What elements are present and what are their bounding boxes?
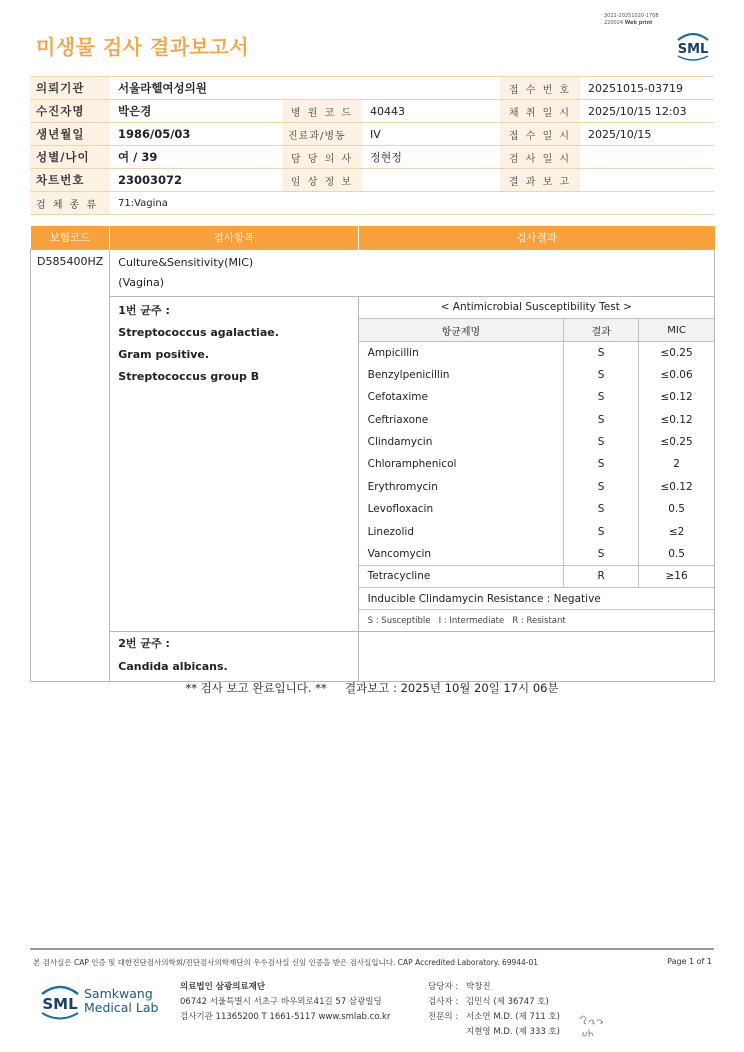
staff-name: 김민식 (제 36747 호) — [466, 997, 549, 1007]
code-line-1: 3022-20251020-1708 — [604, 13, 659, 19]
header-insurance-code: 보험코드 — [31, 226, 110, 249]
label-department: 진료과/병동 — [282, 123, 362, 146]
page-number: Page 1 of 1 — [667, 957, 712, 966]
signature-image — [576, 1011, 608, 1039]
label-receipt-datetime: 접 수 일 시 — [500, 123, 580, 146]
legend-row — [359, 610, 714, 631]
inducible-clindamycin-note: Inducible Clindamycin Resistance : Negative — [359, 588, 714, 610]
drug-mic: ≤0.12 — [660, 480, 693, 493]
label-requesting-institution: 의뢰기관 — [30, 77, 110, 100]
result-legend: S : Susceptible I : Intermediate R : Resistant — [367, 615, 566, 626]
brand-line-2: Medical Lab — [84, 1000, 159, 1015]
staff-row — [428, 980, 560, 995]
sex-age: 여 / 39 — [110, 146, 282, 169]
staff-role — [428, 1025, 466, 1040]
staff-role: 검사자 : — [428, 997, 459, 1007]
staff-row — [428, 1025, 560, 1040]
label-birth-date: 생년월일 — [30, 123, 110, 146]
drug-name: Ceftriaxone — [359, 408, 564, 430]
label-chart-number: 차트번호 — [30, 169, 110, 192]
test-row — [31, 249, 715, 296]
label-receipt-number: 접 수 번 호 — [500, 77, 580, 100]
label-patient-name: 수진자명 — [30, 100, 110, 123]
info-row — [30, 100, 714, 123]
receipt-number: 20251015-03719 — [580, 77, 714, 100]
organism1-gram: Gram positive. — [118, 347, 210, 361]
drug-mic: ≤0.12 — [660, 413, 693, 426]
label-physician: 담 당 의 사 — [282, 146, 362, 169]
hospital-code: 40443 — [362, 100, 500, 123]
patient-name: 박은경 — [110, 100, 282, 123]
label-specimen-type: 검 체 종 류 — [30, 192, 110, 215]
drug-result: S — [564, 364, 639, 386]
header-test-result: 검사결과 — [358, 226, 714, 249]
ast-row — [359, 386, 714, 408]
drug-name: Levofloxacin — [359, 498, 564, 520]
drug-mic: 2 — [673, 458, 680, 471]
drug-result: S — [564, 341, 639, 363]
ast-row — [359, 476, 714, 498]
report-completion: ** 검사 보고 완료입니다. ** 결과보고 : 2025년 10월 20일 17시 06분 — [185, 681, 559, 695]
ast-row — [359, 453, 714, 475]
drug-mic: ≤0.06 — [660, 368, 693, 381]
physician: 정현정 — [362, 146, 500, 169]
drug-result: S — [564, 431, 639, 453]
org-address: 06742 서울특별시 서초구 바우뫼로41길 57 삼광빌딩 — [180, 997, 382, 1007]
drug-result: S — [564, 498, 639, 520]
drug-mic: 0.5 — [639, 543, 714, 565]
inducible-row — [359, 588, 714, 610]
drug-result: S — [564, 408, 639, 430]
ast-row — [359, 565, 714, 587]
ast-row — [359, 341, 714, 363]
results-header-row — [31, 226, 715, 249]
patient-info-table — [30, 76, 714, 215]
test-datetime — [580, 146, 714, 169]
test-name-line2: (Vagina) — [118, 275, 165, 289]
organism1-row — [31, 296, 715, 631]
department: IV — [362, 123, 500, 146]
drug-result: S — [564, 476, 639, 498]
drug-name: Vancomycin — [359, 543, 564, 565]
ast-row — [359, 431, 714, 453]
drug-mic: ≤0.25 — [660, 346, 693, 359]
org-name: 의료법인 삼광의료재단 — [180, 982, 266, 992]
staff-role: 전문의 : — [428, 1012, 459, 1022]
drug-result: S — [564, 386, 639, 408]
footer-organization — [180, 980, 390, 1025]
drug-name: Ampicillin — [359, 341, 564, 363]
collection-datetime: 2025/10/15 12:03 — [580, 100, 714, 123]
drug-name: Benzylpenicillin — [359, 364, 564, 386]
drug-mic: ≤2 — [668, 525, 685, 538]
drug-name: Clindamycin — [359, 431, 564, 453]
document-code — [604, 13, 659, 27]
label-sex-age: 성별/나이 — [30, 146, 110, 169]
ast-row — [359, 364, 714, 386]
org-contact: 검사기관 11365200 T 1661-5117 www.smlab.co.kr — [180, 1012, 391, 1022]
clinical-info — [362, 169, 500, 192]
organism1-group: Streptococcus group B — [118, 369, 260, 383]
staff-name: 박창진 — [466, 982, 491, 992]
test-name-line1: Culture&Sensitivity(MIC) — [118, 255, 254, 269]
organism1-info — [110, 296, 358, 631]
label-test-datetime: 검 사 일 시 — [500, 146, 580, 169]
drug-mic: ≤0.12 — [660, 391, 693, 404]
organism1-name: Streptococcus agalactiae. — [118, 325, 279, 339]
birth-date: 1986/05/03 — [110, 123, 282, 146]
header-test-item: 검사항목 — [110, 226, 358, 249]
label-hospital-code: 병 원 코 드 — [282, 100, 362, 123]
ast-row — [359, 520, 714, 542]
svg-text:SML: SML — [42, 995, 78, 1013]
organism1-heading: 1번 균주 : — [118, 303, 170, 317]
label-collection-datetime: 채 취 일 시 — [500, 100, 580, 123]
drug-result: S — [564, 453, 639, 475]
drug-result: R — [564, 565, 639, 587]
drug-name: Chloramphenicol — [359, 453, 564, 475]
drug-name: Erythromycin — [359, 476, 564, 498]
result-report — [580, 169, 714, 192]
staff-name: 서소연 M.D. (제 711 호) — [466, 1012, 561, 1022]
label-result-report: 결 과 보 고 — [500, 169, 580, 192]
drug-mic: 0.5 — [668, 503, 685, 516]
drug-name: Linezolid — [359, 520, 564, 542]
drug-result: S — [564, 520, 639, 542]
results-table — [30, 226, 715, 682]
info-row — [30, 146, 714, 169]
ast-row — [359, 543, 714, 565]
organism2-heading: 2번 균주 : — [118, 636, 170, 650]
footer-staff — [428, 980, 560, 1040]
ast-row — [359, 498, 714, 520]
ast-row — [359, 408, 714, 430]
staff-name: 지현영 M.D. (제 333 호) — [466, 1027, 561, 1037]
label-clinical-info: 임 상 정 보 — [282, 169, 362, 192]
ast-table — [359, 297, 714, 631]
footer-brand — [84, 987, 158, 1015]
svg-text:SML: SML — [677, 42, 709, 57]
organism2-info — [110, 631, 358, 681]
code-line-2: 220024 Web print — [604, 20, 653, 26]
organism2-result — [358, 631, 714, 681]
info-row — [30, 77, 714, 100]
ast-header-mic: MIC — [639, 319, 714, 341]
report-title: 미생물 검사 결과보고서 — [36, 35, 250, 59]
drug-mic: ≥16 — [639, 565, 714, 587]
info-row — [30, 192, 714, 215]
staff-row — [428, 1010, 560, 1025]
test-name — [110, 249, 715, 296]
organism2-row — [31, 631, 715, 681]
info-row — [30, 169, 714, 192]
sml-logo — [672, 26, 714, 64]
drug-name: Tetracycline — [359, 565, 564, 587]
ast-header-result: 결과 — [564, 319, 639, 341]
ast-title-row — [359, 297, 714, 319]
drug-mic: ≤0.25 — [660, 436, 693, 449]
requesting-institution: 서울라헬여성의원 — [110, 77, 500, 100]
ast-cell — [358, 296, 714, 631]
brand-line-1: Samkwang — [84, 986, 153, 1001]
receipt-datetime: 2025/10/15 — [580, 123, 714, 146]
specimen-type: 71:Vagina — [110, 192, 714, 215]
drug-result: S — [564, 543, 639, 565]
certification-note: 본 검사실은 CAP 인증 및 대한진단검사의학회/진단검사의학재단의 우수검사실 신임 인증을 받은 검사실입니다. CAP Accredited Laboratory. 69944-01 — [33, 958, 539, 967]
chart-number: 23003072 — [110, 169, 282, 192]
organism2-name: Candida albicans. — [118, 659, 228, 673]
staff-role: 담당자 : — [428, 982, 459, 992]
drug-name: Cefotaxime — [359, 386, 564, 408]
info-row — [30, 123, 714, 146]
staff-row — [428, 995, 560, 1010]
ast-header-row — [359, 319, 714, 341]
ast-header-drug: 항균제명 — [359, 319, 564, 341]
footer-divider — [30, 948, 714, 950]
ast-title: < Antimicrobial Susceptibility Test > — [359, 297, 714, 319]
insurance-code: D585400HZ — [31, 249, 110, 681]
sml-footer-logo — [38, 980, 82, 1024]
